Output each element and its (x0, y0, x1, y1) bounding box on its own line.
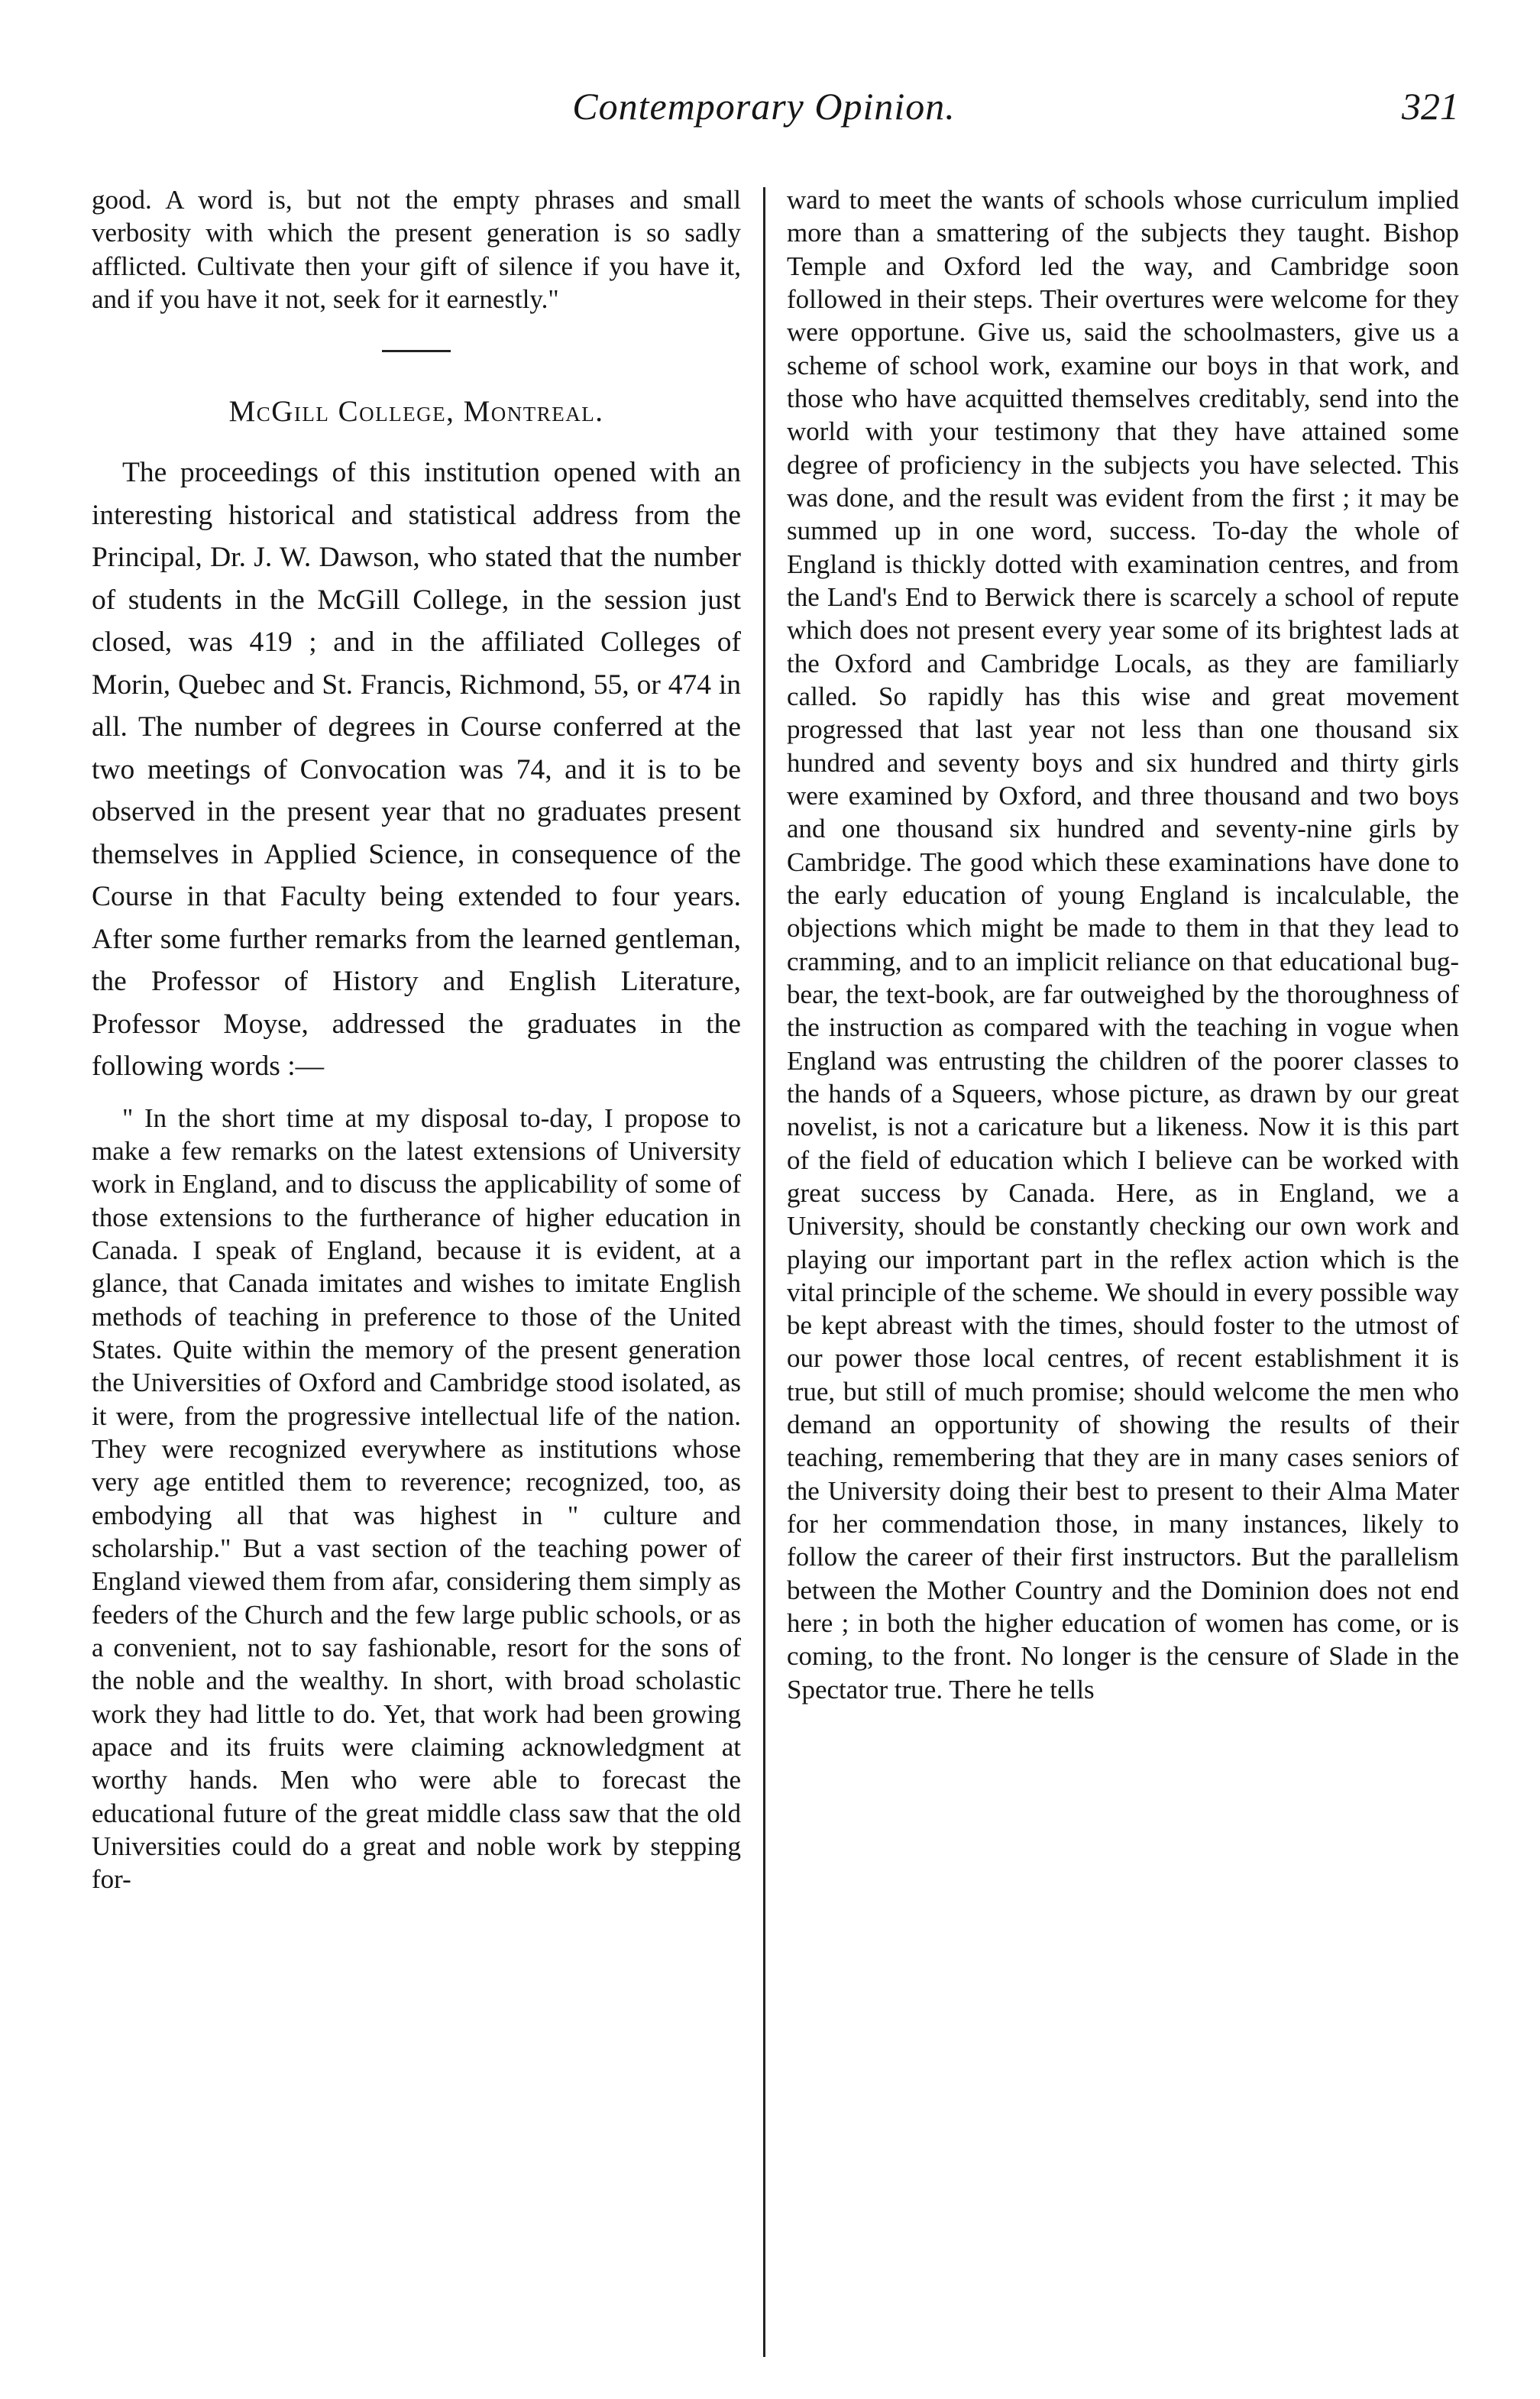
continuation-paragraph: ward to meet the wants of schools whose curriculum implied more than a smattering of the subjects they taught. Bishop Temple and Oxford led the way, and Cambridge soon followed in their steps. Their overtures were welcome for they were opportune. Give us, said the schoolmasters, give us a scheme of school work, examine our boys in that work, and those who have acquitted themselves creditably, send into the world with your testimony that they have attained some degree of proficiency in the subjects you have selected. This was done, and the result was evident from the first ; it may be summed up in one word, success. To-day the whole of England is thickly dotted with examination centres, and from the Land's End to Berwick there is scarcely a school of repute which does not present every year some of its brightest lads at the Oxford and Cambridge Locals, as they are familiarly called. So rapidly has this wise and great movement progressed that last year not less than one thousand six hundred and seventy boys and six hundred and thirty girls were examined by Oxford, and three thousand and two boys and one thousand six hundred and seventy-nine girls by Cambridge. The good which these examinations have done to the early education of young England is incalculable, the objections which might be made to them in that they lead to cramming, and to an implicit reliance on that educational bug-bear, the text-book, are far outweighed by the thoroughness of the instruction as compared with the teaching in vogue when England was entrusting the children of the poorer classes to the hands of a Squeers, whose picture, as drawn by our great novelist, is not a caricature but a likeness. Now it is this part of the field of education which I believe can be worked with great success by Canada. Here, as in England, we a University, should be constantly checking our own work and playing our important part in the reflex action which is the vital principle of the scheme. We should in every possible way be kept abreast with the times, should foster to the utmost of our power those local centres, of recent establishment it is true, but still of much promise; should welcome the men who demand an opportunity of showing the results of their teaching, remembering that they are in many cases seniors of the University doing their best to present to their Alma Mater for her commendation those, in many instances, likely to follow the career of their first instructors. But the parallelism between the Mother Country and the Dominion does not end here ; in both the higher education of women has come, or is coming, to the front. No longer is the censure of Slade in the Spectator true. There he tells (787, 185, 1459, 1705)
section-divider-rule (382, 350, 451, 352)
column-divider (763, 187, 765, 2357)
running-title: Contemporary Opinion. (572, 85, 956, 128)
left-column (92, 183, 741, 1896)
address-paragraph: The proceedings of this institution opened with an interesting historical and statistical address from the Principal, Dr. J. W. Dawson, who stated that the number of students in the McGill College, in the session just closed, was 419 ; and in the affiliated Colleges of Morin, Quebec and St. Francis, Richmond, 55, or 474 in all. The number of degrees in Course conferred at the two meetings of Convocation was 74, and it is to be observed in the present year that no graduates present themselves in Applied Science, in consequence of the Course in that Faculty being extended to four years. After some further remarks from the learned gentleman, the Professor of History and English Literature, Professor Moyse, addressed the graduates in the following words :— (92, 457, 741, 1083)
section-heading: McGill College, Montreal. (228, 395, 604, 429)
quote-paragraph: " In the short time at my disposal to-day, I propose to make a few remarks on the latest extensions of University work in England, and to discuss the applicability of some of those extensions to the furtherance of higher education in Canada. I speak of England, because it is evident, at a glance, that Canada imitates and wishes to imitate English methods of teaching in preference to those of the United States. Quite within the memory of the present generation the Universities of Oxford and Cambridge stood isolated, as it were, from the progressive intellectual life of the nation. They were recognized everywhere as institutions whose very age entitled them to reverence; recognized, too, as embodying all that was highest in " culture and scholarship." But a vast section of the teaching power of England viewed them from afar, considering them simply as feeders of the Church and the few large public schools, or as a convenient, not to say fashionable, resort for the sons of the noble and the wealthy. In short, with broad scholastic work they had little to do. Yet, that work had been growing apace and its fruits were claiming acknowledgment at worthy hands. Men who were able to forecast the educational future of the great middle class saw that the old Universities could do a great and noble work by stepping for- (92, 1102, 741, 1895)
opening-paragraph: good. A word is, but not the empty phrases and small verbosity with which the present generation is so sadly afflicted. Cultivate then your gift of silence if you have it, and if you have it not, seek for it earnestly." (92, 185, 741, 314)
page-number: 321 (1402, 85, 1459, 128)
right-column (787, 183, 1459, 1706)
